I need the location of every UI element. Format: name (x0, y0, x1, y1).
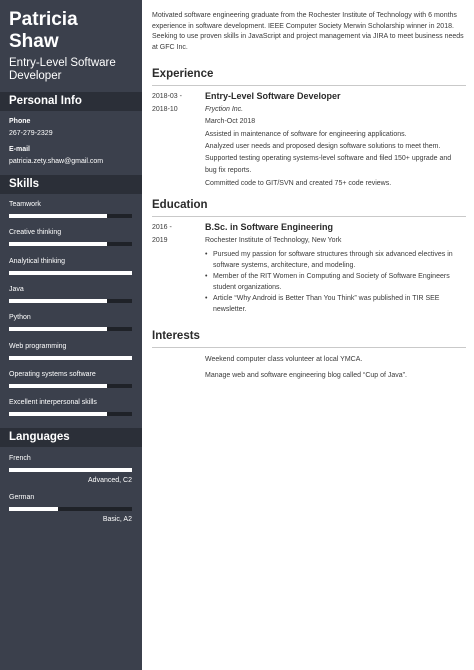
language-level-label: Basic, A2 (102, 515, 132, 523)
language-name: German (9, 493, 35, 501)
skill-level-fill (9, 412, 107, 416)
experience-line: Supported testing operating systems-level software and filed 150+ upgrade and (205, 155, 452, 163)
experience-divider (152, 85, 466, 86)
education-school: Rochester Institute of Technology, New York (205, 237, 342, 244)
skill-level-bar (9, 299, 132, 303)
skill-level-bar (9, 327, 132, 331)
full-name (9, 9, 78, 53)
email-value: patricia.zety.shaw@gmail.com (9, 158, 104, 165)
skill-level-fill (9, 271, 132, 275)
education-heading: Education (152, 199, 208, 211)
first-name: Patricia (9, 9, 78, 30)
skill-level-bar (9, 214, 132, 218)
interest-item: Manage web and software engineering blog called “Cup of Java”. (205, 372, 407, 379)
personal-info-heading: Personal Info (0, 92, 142, 111)
education-bullets (205, 249, 463, 315)
education-dates (152, 222, 172, 247)
experience-dates (152, 91, 182, 116)
experience-line: Assisted in maintenance of software for engineering applications. (205, 130, 407, 138)
language-level-bar (9, 507, 132, 511)
education-degree: B.Sc. in Software Engineering (205, 222, 334, 232)
job-title: Entry-Level Software Developer (9, 57, 116, 82)
education-date-start: 2016 - (152, 224, 172, 231)
skill-level-fill (9, 327, 107, 331)
language-level-bar (9, 468, 132, 472)
experience-line: bug fix reports. (205, 167, 252, 175)
education-divider (152, 216, 466, 217)
education-bullet: • Article “Why Android is Better Than You Think” was published in TIR SEE newsletter. (205, 293, 463, 315)
skill-level-bar (9, 271, 132, 275)
phone-label: Phone (9, 118, 31, 125)
skill-level-bar (9, 412, 132, 416)
experience-line: Analyzed user needs and proposed design software solutions to meet them. (205, 142, 441, 150)
skills-heading: Skills (0, 175, 142, 194)
last-name: Shaw (9, 31, 59, 52)
language-level-fill (9, 507, 58, 511)
skill-name: Analytical thinking (9, 257, 66, 265)
skill-name: Web programming (9, 342, 67, 350)
experience-job-title: Entry-Level Software Developer (205, 91, 341, 101)
skill-name: Teamwork (9, 201, 41, 208)
experience-line: Committed code to GIT/SVN and created 75+ code reviews. (205, 179, 392, 187)
experience-details (205, 104, 463, 190)
experience-heading: Experience (152, 68, 214, 80)
skill-name: Java (9, 285, 24, 293)
skill-level-bar (9, 356, 132, 360)
skill-name: Python (9, 314, 31, 322)
language-level-fill (9, 468, 132, 472)
languages-heading: Languages (0, 428, 142, 447)
skill-level-fill (9, 299, 107, 303)
skill-level-fill (9, 242, 107, 246)
main-content (142, 0, 474, 670)
interest-item: Weekend computer class volunteer at local YMCA. (205, 356, 363, 363)
language-level-label: Advanced, C2 (88, 477, 132, 484)
education-date-end: 2019 (152, 236, 168, 244)
education-bullet: • Pursued my passion for software structures through six advanced electives in software systems, architecture, and modeling. (205, 249, 463, 271)
email-label: E-mail (9, 146, 31, 153)
skill-name: Excellent interpersonal skills (9, 399, 97, 407)
experience-company: Fryction Inc. (205, 106, 244, 113)
skill-level-fill (9, 214, 107, 218)
skill-name: Creative thinking (9, 229, 62, 237)
skill-level-bar (9, 384, 132, 388)
skill-level-fill (9, 384, 107, 388)
skill-level-fill (9, 356, 132, 360)
interests-list (205, 352, 463, 384)
interests-heading: Interests (152, 330, 200, 342)
phone-value: 267-279-2329 (9, 130, 53, 137)
profile-summary: Motivated software engineering graduate from the Rochester Institute of Technology with 6 months experience in software development. IEEE Computer Society Merwin Scholarship winner in 2018. Seeking to use proven skills in JavaScript and project management via JIRA to meet business needs at GFC Inc. (152, 12, 464, 51)
education-bullet: • Member of the RIT Women in Computing and Society of Software Engineers student organizations. (205, 271, 463, 293)
experience-date-end: 2018-10 (152, 105, 178, 113)
skill-level-bar (9, 242, 132, 246)
sidebar (0, 0, 142, 670)
experience-period: March-Oct 2018 (205, 118, 256, 126)
interests-divider (152, 347, 466, 348)
language-name: French (9, 455, 31, 462)
skill-name: Operating systems software (9, 370, 96, 378)
experience-date-start: 2018-03 - (152, 93, 182, 100)
